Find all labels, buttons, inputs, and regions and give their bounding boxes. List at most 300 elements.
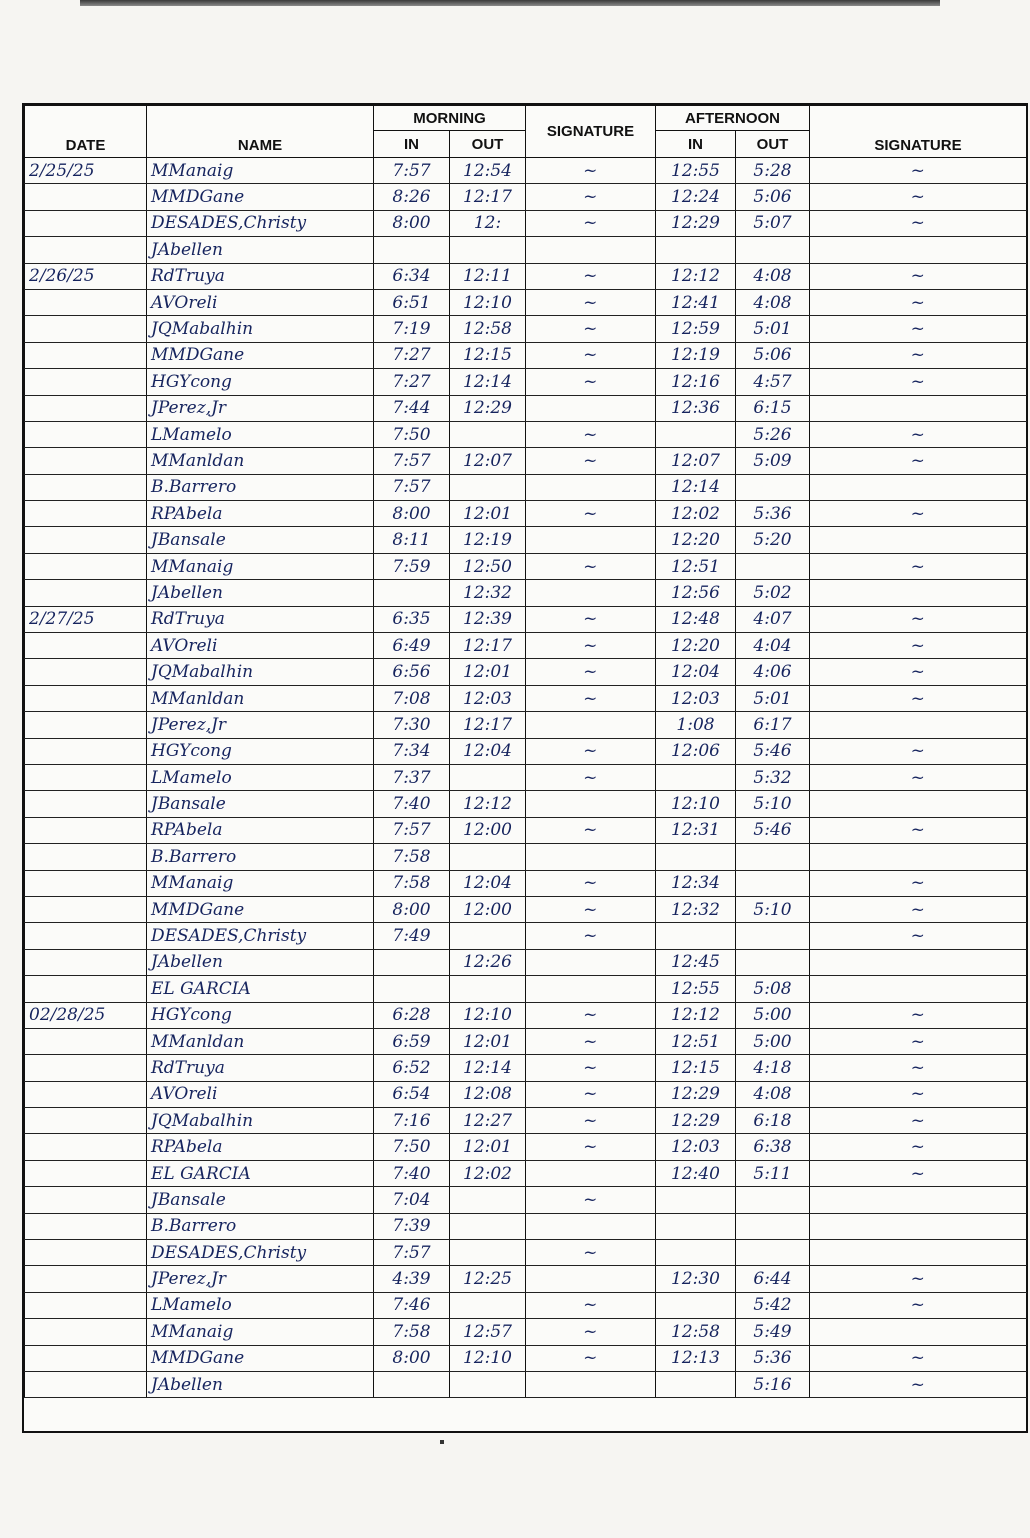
morning-out-cell: 12:01 (450, 501, 526, 527)
afternoon-out-cell: 4:08 (736, 263, 810, 289)
afternoon-signature-cell: ~ (810, 738, 1027, 764)
morning-signature-cell: ~ (526, 289, 656, 315)
date-cell (25, 1345, 147, 1371)
afternoon-out-cell: 6:15 (736, 395, 810, 421)
name-cell: B.Barrero (147, 1213, 374, 1239)
morning-signature-cell: ~ (526, 1081, 656, 1107)
scan-top-edge (80, 0, 940, 6)
morning-in-cell: 7:30 (374, 712, 450, 738)
afternoon-signature-cell: ~ (810, 1160, 1027, 1186)
morning-signature-cell: ~ (526, 184, 656, 210)
afternoon-out-cell: 5:46 (736, 817, 810, 843)
morning-signature-cell: ~ (526, 553, 656, 579)
date-cell (25, 395, 147, 421)
afternoon-signature-cell: ~ (810, 923, 1027, 949)
afternoon-signature-cell (810, 1319, 1027, 1345)
date-cell (25, 184, 147, 210)
morning-signature-cell: ~ (526, 817, 656, 843)
afternoon-in-cell (656, 923, 736, 949)
date-cell (25, 421, 147, 447)
afternoon-in-cell (656, 764, 736, 790)
afternoon-in-cell: 12:15 (656, 1055, 736, 1081)
morning-signature-cell: ~ (526, 1028, 656, 1054)
morning-out-cell (450, 844, 526, 870)
table-row (25, 1108, 1027, 1134)
date-cell (25, 448, 147, 474)
morning-in-cell: 7:40 (374, 791, 450, 817)
afternoon-in-cell: 12:12 (656, 263, 736, 289)
attendance-sheet (22, 103, 1028, 1433)
afternoon-out-cell (736, 474, 810, 500)
morning-out-cell (450, 1292, 526, 1318)
date-cell (25, 237, 147, 263)
morning-signature-cell (526, 791, 656, 817)
morning-in-cell: 6:59 (374, 1028, 450, 1054)
afternoon-in-cell (656, 1187, 736, 1213)
morning-out-cell: 12:10 (450, 1345, 526, 1371)
table-row (25, 369, 1027, 395)
afternoon-signature-cell (810, 844, 1027, 870)
table-row (25, 923, 1027, 949)
afternoon-in-cell: 12:10 (656, 791, 736, 817)
afternoon-in-cell: 12:29 (656, 1108, 736, 1134)
table-row (25, 791, 1027, 817)
date-cell: 2/27/25 (25, 606, 147, 632)
morning-in-cell: 7:44 (374, 395, 450, 421)
date-cell (25, 1292, 147, 1318)
date-cell (25, 1319, 147, 1345)
afternoon-out-cell (736, 1187, 810, 1213)
name-cell: MManldan (147, 448, 374, 474)
table-row (25, 949, 1027, 975)
afternoon-out-cell: 5:01 (736, 685, 810, 711)
morning-signature-cell: ~ (526, 738, 656, 764)
table-row (25, 976, 1027, 1002)
name-cell: EL GARCIA (147, 976, 374, 1002)
date-cell (25, 553, 147, 579)
table-row (25, 184, 1027, 210)
morning-in-cell: 6:51 (374, 289, 450, 315)
afternoon-out-cell: 5:02 (736, 580, 810, 606)
morning-in-cell: 6:56 (374, 659, 450, 685)
morning-out-header: OUT (450, 131, 526, 158)
morning-out-cell: 12:54 (450, 158, 526, 184)
table-row (25, 395, 1027, 421)
afternoon-signature-cell: ~ (810, 659, 1027, 685)
afternoon-in-cell (656, 237, 736, 263)
morning-out-cell: 12:00 (450, 817, 526, 843)
morning-in-cell: 7:59 (374, 553, 450, 579)
name-cell: DESADES,Christy (147, 923, 374, 949)
morning-in-cell: 7:58 (374, 844, 450, 870)
date-cell (25, 1160, 147, 1186)
morning-signature-cell (526, 580, 656, 606)
table-row (25, 316, 1027, 342)
table-row (25, 289, 1027, 315)
afternoon-in-header: IN (656, 131, 736, 158)
table-row (25, 712, 1027, 738)
afternoon-signature-cell: ~ (810, 1134, 1027, 1160)
afternoon-signature-cell: ~ (810, 1292, 1027, 1318)
afternoon-signature-cell (810, 395, 1027, 421)
morning-in-cell: 8:26 (374, 184, 450, 210)
afternoon-signature-cell: ~ (810, 1002, 1027, 1028)
name-cell: JAbellen (147, 1371, 374, 1397)
morning-out-cell: 12:04 (450, 870, 526, 896)
morning-in-cell (374, 949, 450, 975)
table-row (25, 474, 1027, 500)
morning-out-cell: 12:14 (450, 1055, 526, 1081)
afternoon-out-cell: 5:11 (736, 1160, 810, 1186)
morning-out-cell: 12:58 (450, 316, 526, 342)
afternoon-out-cell: 5:10 (736, 896, 810, 922)
morning-out-cell: 12:17 (450, 184, 526, 210)
date-cell (25, 1055, 147, 1081)
morning-signature-cell (526, 527, 656, 553)
date-cell (25, 474, 147, 500)
table-row (25, 844, 1027, 870)
date-cell (25, 738, 147, 764)
afternoon-signature-cell: ~ (810, 448, 1027, 474)
morning-out-cell: 12:02 (450, 1160, 526, 1186)
afternoon-signature-cell (810, 1240, 1027, 1266)
morning-out-cell: 12:50 (450, 553, 526, 579)
afternoon-signature-cell: ~ (810, 421, 1027, 447)
afternoon-in-cell: 12:36 (656, 395, 736, 421)
date-cell (25, 633, 147, 659)
name-cell: JPerez,Jr (147, 712, 374, 738)
name-cell: JQMabalhin (147, 316, 374, 342)
afternoon-signature-cell: ~ (810, 817, 1027, 843)
table-row (25, 606, 1027, 632)
afternoon-in-cell (656, 844, 736, 870)
afternoon-out-cell (736, 553, 810, 579)
afternoon-signature-header: SIGNATURE (810, 106, 1027, 158)
afternoon-in-cell: 12:06 (656, 738, 736, 764)
morning-signature-cell: ~ (526, 369, 656, 395)
date-cell (25, 976, 147, 1002)
table-row (25, 896, 1027, 922)
afternoon-in-cell: 12:51 (656, 1028, 736, 1054)
morning-in-cell: 7:16 (374, 1108, 450, 1134)
table-row (25, 738, 1027, 764)
date-cell: 02/28/25 (25, 1002, 147, 1028)
table-row (25, 1187, 1027, 1213)
table-row (25, 1292, 1027, 1318)
morning-out-cell: 12:03 (450, 685, 526, 711)
morning-signature-cell: ~ (526, 263, 656, 289)
name-cell: HGYcong (147, 1002, 374, 1028)
morning-signature-cell (526, 1213, 656, 1239)
afternoon-signature-cell (810, 976, 1027, 1002)
morning-signature-cell: ~ (526, 606, 656, 632)
afternoon-out-cell: 5:49 (736, 1319, 810, 1345)
morning-signature-cell: ~ (526, 1134, 656, 1160)
name-cell: RPAbela (147, 501, 374, 527)
morning-in-cell: 7:40 (374, 1160, 450, 1186)
morning-in-cell (374, 1371, 450, 1397)
afternoon-signature-cell (810, 527, 1027, 553)
afternoon-out-cell (736, 870, 810, 896)
morning-in-cell: 7:57 (374, 448, 450, 474)
morning-in-cell: 8:00 (374, 501, 450, 527)
afternoon-out-cell: 4:18 (736, 1055, 810, 1081)
morning-in-cell (374, 580, 450, 606)
date-cell (25, 923, 147, 949)
morning-signature-cell: ~ (526, 685, 656, 711)
table-row (25, 1345, 1027, 1371)
name-cell: AVOreli (147, 289, 374, 315)
afternoon-in-cell: 12:20 (656, 633, 736, 659)
morning-out-cell: 12:17 (450, 712, 526, 738)
morning-in-cell: 8:11 (374, 527, 450, 553)
afternoon-out-cell: 5:36 (736, 501, 810, 527)
table-row (25, 1028, 1027, 1054)
afternoon-out-cell: 5:16 (736, 1371, 810, 1397)
afternoon-signature-cell: ~ (810, 1055, 1027, 1081)
morning-in-cell: 7:46 (374, 1292, 450, 1318)
date-cell: 2/25/25 (25, 158, 147, 184)
morning-in-cell: 7:39 (374, 1213, 450, 1239)
morning-out-cell: 12:11 (450, 263, 526, 289)
morning-in-cell: 7:49 (374, 923, 450, 949)
morning-signature-cell (526, 844, 656, 870)
table-row (25, 1266, 1027, 1292)
afternoon-signature-cell: ~ (810, 870, 1027, 896)
morning-out-cell: 12: (450, 210, 526, 236)
date-cell (25, 685, 147, 711)
attendance-rows (25, 158, 1027, 1398)
name-cell: MManldan (147, 685, 374, 711)
afternoon-in-cell: 12:04 (656, 659, 736, 685)
morning-in-cell: 7:27 (374, 342, 450, 368)
name-cell: B.Barrero (147, 474, 374, 500)
afternoon-signature-cell: ~ (810, 1108, 1027, 1134)
name-cell: JBansale (147, 791, 374, 817)
table-row (25, 1160, 1027, 1186)
afternoon-in-cell: 12:16 (656, 369, 736, 395)
afternoon-out-cell: 5:10 (736, 791, 810, 817)
morning-signature-cell (526, 237, 656, 263)
morning-signature-cell: ~ (526, 1002, 656, 1028)
name-cell: EL GARCIA (147, 1160, 374, 1186)
name-cell: MManaig (147, 158, 374, 184)
name-cell: JQMabalhin (147, 1108, 374, 1134)
name-cell: AVOreli (147, 1081, 374, 1107)
afternoon-in-cell (656, 1292, 736, 1318)
morning-signature-cell: ~ (526, 448, 656, 474)
table-row (25, 1213, 1027, 1239)
afternoon-in-cell: 12:20 (656, 527, 736, 553)
morning-signature-cell: ~ (526, 158, 656, 184)
afternoon-signature-cell: ~ (810, 289, 1027, 315)
name-cell: DESADES,Christy (147, 210, 374, 236)
morning-out-cell: 12:27 (450, 1108, 526, 1134)
afternoon-out-cell: 4:07 (736, 606, 810, 632)
afternoon-in-cell: 12:32 (656, 896, 736, 922)
morning-out-cell: 12:26 (450, 949, 526, 975)
morning-in-cell: 7:19 (374, 316, 450, 342)
afternoon-in-cell: 12:02 (656, 501, 736, 527)
morning-signature-cell: ~ (526, 870, 656, 896)
date-cell (25, 1108, 147, 1134)
afternoon-in-cell: 12:07 (656, 448, 736, 474)
name-cell: JBansale (147, 527, 374, 553)
afternoon-signature-cell: ~ (810, 553, 1027, 579)
scan-speck (440, 1440, 444, 1444)
afternoon-out-cell: 6:38 (736, 1134, 810, 1160)
afternoon-signature-cell (810, 949, 1027, 975)
afternoon-out-cell: 5:01 (736, 316, 810, 342)
morning-in-cell: 4:39 (374, 1266, 450, 1292)
morning-in-cell: 7:34 (374, 738, 450, 764)
name-cell: AVOreli (147, 633, 374, 659)
table-row (25, 1371, 1027, 1397)
afternoon-signature-cell: ~ (810, 342, 1027, 368)
date-cell (25, 1371, 147, 1397)
table-row (25, 448, 1027, 474)
morning-signature-cell: ~ (526, 896, 656, 922)
morning-out-cell (450, 1187, 526, 1213)
afternoon-out-cell: 4:06 (736, 659, 810, 685)
table-row (25, 342, 1027, 368)
morning-out-cell: 12:01 (450, 659, 526, 685)
afternoon-signature-cell: ~ (810, 1371, 1027, 1397)
table-row (25, 527, 1027, 553)
date-cell (25, 791, 147, 817)
morning-in-cell: 6:54 (374, 1081, 450, 1107)
afternoon-in-cell: 12:40 (656, 1160, 736, 1186)
name-cell: RPAbela (147, 817, 374, 843)
afternoon-signature-cell: ~ (810, 764, 1027, 790)
morning-in-cell (374, 237, 450, 263)
morning-signature-cell (526, 474, 656, 500)
morning-out-cell: 12:17 (450, 633, 526, 659)
name-header: NAME (147, 106, 374, 158)
date-cell (25, 501, 147, 527)
afternoon-signature-cell: ~ (810, 1266, 1027, 1292)
morning-in-cell: 7:57 (374, 817, 450, 843)
morning-out-cell (450, 1371, 526, 1397)
afternoon-signature-cell: ~ (810, 1028, 1027, 1054)
morning-out-cell: 12:57 (450, 1319, 526, 1345)
morning-out-cell: 12:01 (450, 1134, 526, 1160)
afternoon-in-cell: 1:08 (656, 712, 736, 738)
morning-out-cell: 12:00 (450, 896, 526, 922)
morning-in-cell: 6:28 (374, 1002, 450, 1028)
morning-in-cell: 7:27 (374, 369, 450, 395)
afternoon-signature-cell: ~ (810, 369, 1027, 395)
table-row (25, 1134, 1027, 1160)
date-cell (25, 712, 147, 738)
morning-out-cell (450, 764, 526, 790)
morning-out-cell: 12:12 (450, 791, 526, 817)
name-cell: RdTruya (147, 606, 374, 632)
afternoon-signature-cell: ~ (810, 685, 1027, 711)
date-cell (25, 1266, 147, 1292)
afternoon-in-cell: 12:13 (656, 1345, 736, 1371)
morning-signature-cell: ~ (526, 764, 656, 790)
table-row (25, 237, 1027, 263)
afternoon-in-cell: 12:55 (656, 976, 736, 1002)
name-cell: MMDGane (147, 342, 374, 368)
table-row (25, 633, 1027, 659)
afternoon-out-cell (736, 923, 810, 949)
morning-in-cell: 7:57 (374, 474, 450, 500)
afternoon-in-cell: 12:34 (656, 870, 736, 896)
date-cell (25, 870, 147, 896)
morning-signature-cell: ~ (526, 316, 656, 342)
afternoon-in-cell: 12:14 (656, 474, 736, 500)
name-cell: JPerez,Jr (147, 395, 374, 421)
afternoon-out-cell: 5:20 (736, 527, 810, 553)
afternoon-in-cell: 12:31 (656, 817, 736, 843)
morning-in-cell: 7:04 (374, 1187, 450, 1213)
afternoon-in-cell (656, 1240, 736, 1266)
morning-signature-cell: ~ (526, 1240, 656, 1266)
date-cell (25, 1134, 147, 1160)
date-cell: 2/26/25 (25, 263, 147, 289)
table-row (25, 1081, 1027, 1107)
afternoon-signature-cell: ~ (810, 896, 1027, 922)
date-cell (25, 527, 147, 553)
afternoon-in-cell: 12:29 (656, 1081, 736, 1107)
date-cell (25, 1213, 147, 1239)
name-cell: JAbellen (147, 580, 374, 606)
morning-signature-cell: ~ (526, 421, 656, 447)
table-row (25, 685, 1027, 711)
name-cell: LMamelo (147, 421, 374, 447)
afternoon-signature-cell: ~ (810, 158, 1027, 184)
afternoon-signature-cell (810, 580, 1027, 606)
table-row (25, 501, 1027, 527)
morning-out-cell (450, 976, 526, 1002)
afternoon-out-cell: 5:08 (736, 976, 810, 1002)
afternoon-in-cell: 12:29 (656, 210, 736, 236)
morning-in-cell: 7:58 (374, 870, 450, 896)
afternoon-out-cell: 5:06 (736, 342, 810, 368)
morning-out-cell (450, 237, 526, 263)
afternoon-in-cell: 12:30 (656, 1266, 736, 1292)
morning-signature-cell (526, 712, 656, 738)
table-row (25, 553, 1027, 579)
afternoon-in-cell: 12:19 (656, 342, 736, 368)
name-cell: LMamelo (147, 764, 374, 790)
afternoon-in-cell: 12:56 (656, 580, 736, 606)
afternoon-signature-cell: ~ (810, 210, 1027, 236)
afternoon-out-cell: 6:44 (736, 1266, 810, 1292)
morning-in-cell: 7:37 (374, 764, 450, 790)
afternoon-out-cell: 4:04 (736, 633, 810, 659)
morning-signature-cell: ~ (526, 1055, 656, 1081)
attendance-table (24, 105, 1027, 1398)
afternoon-in-cell: 12:45 (656, 949, 736, 975)
afternoon-signature-cell: ~ (810, 184, 1027, 210)
morning-in-cell: 7:58 (374, 1319, 450, 1345)
morning-in-cell: 7:50 (374, 421, 450, 447)
afternoon-in-cell: 12:55 (656, 158, 736, 184)
date-cell (25, 764, 147, 790)
name-cell: MManaig (147, 553, 374, 579)
morning-signature-cell: ~ (526, 1108, 656, 1134)
name-cell: RdTruya (147, 263, 374, 289)
table-row (25, 1055, 1027, 1081)
afternoon-in-cell (656, 421, 736, 447)
name-cell: HGYcong (147, 738, 374, 764)
date-cell (25, 210, 147, 236)
afternoon-signature-cell (810, 791, 1027, 817)
table-row (25, 659, 1027, 685)
